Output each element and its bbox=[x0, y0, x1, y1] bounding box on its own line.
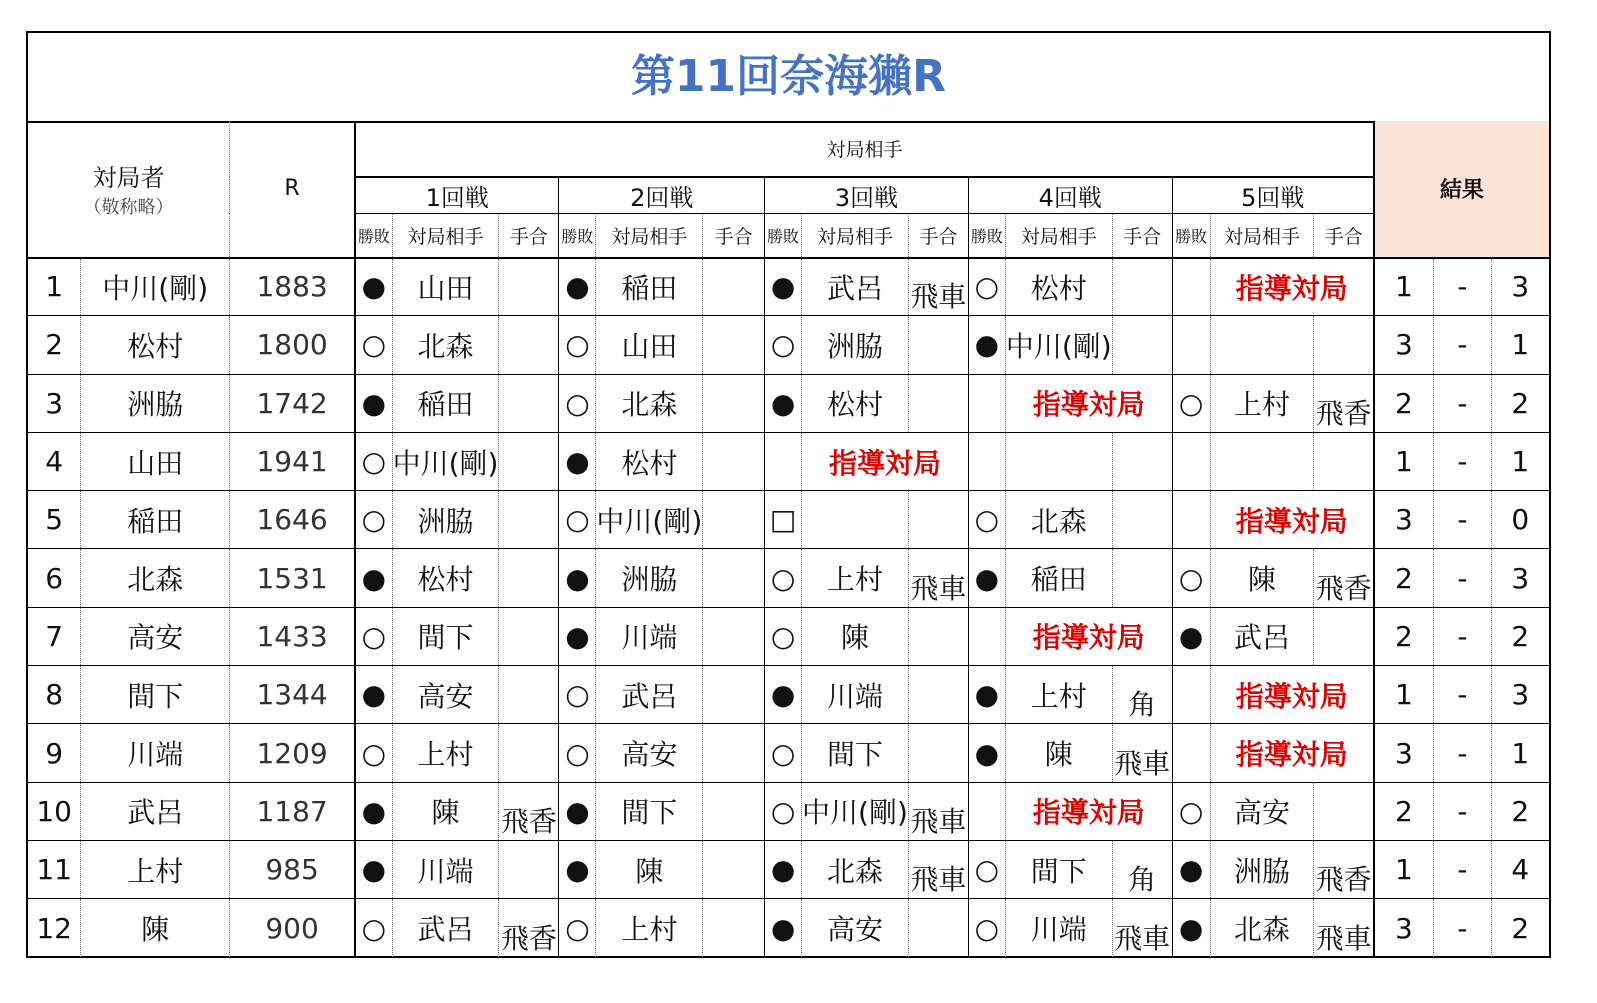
table-row bbox=[28, 724, 1549, 782]
result-wins: 2 bbox=[1374, 374, 1434, 432]
opponent-name: 上村 bbox=[392, 724, 499, 782]
opponent-name: 上村 bbox=[596, 899, 703, 957]
handicap-value bbox=[908, 899, 968, 957]
round-5-header: 5回戦 bbox=[1172, 177, 1374, 214]
handicap-value bbox=[1112, 491, 1172, 549]
handicap-value bbox=[703, 491, 765, 549]
handicap-header: 手合 bbox=[1314, 214, 1374, 258]
win-loss-mark: ● bbox=[559, 607, 596, 665]
round-2-header: 2回戦 bbox=[559, 177, 765, 214]
table-row bbox=[28, 316, 1549, 374]
opponent-name: 武呂 bbox=[596, 666, 703, 724]
teaching-game-label: 指導対局 bbox=[1210, 258, 1374, 316]
win-loss-mark: ● bbox=[355, 549, 392, 607]
result-wins: 3 bbox=[1374, 316, 1434, 374]
handicap-value bbox=[703, 607, 765, 665]
opponent-name bbox=[1005, 432, 1112, 490]
handicap-value: 角 bbox=[1112, 666, 1172, 724]
teaching-game-label: 指導対局 bbox=[1005, 782, 1172, 840]
win-loss-mark: ● bbox=[559, 258, 596, 316]
result-wins: 2 bbox=[1374, 607, 1434, 665]
player-rating: 1883 bbox=[230, 258, 356, 316]
handicap-value bbox=[1314, 432, 1374, 490]
player-sub-label: （敬称略） bbox=[83, 197, 174, 219]
result-losses: 0 bbox=[1491, 491, 1549, 549]
opponent-name: 川端 bbox=[596, 607, 703, 665]
opponent-name: 間下 bbox=[392, 607, 499, 665]
row-number: 12 bbox=[28, 899, 81, 957]
result-losses: 4 bbox=[1491, 840, 1549, 898]
handicap-value bbox=[499, 374, 559, 432]
result-separator: - bbox=[1434, 724, 1492, 782]
handicap-value: 飛車 bbox=[908, 782, 968, 840]
player-rating: 985 bbox=[230, 840, 356, 898]
row-number: 9 bbox=[28, 724, 81, 782]
opponent-name: 洲脇 bbox=[802, 316, 909, 374]
win-loss-mark: ○ bbox=[559, 899, 596, 957]
win-loss-mark bbox=[765, 432, 802, 490]
player-name: 山田 bbox=[81, 432, 230, 490]
win-loss-mark: ● bbox=[765, 374, 802, 432]
handicap-value bbox=[908, 666, 968, 724]
result-losses: 3 bbox=[1491, 549, 1549, 607]
handicap-value bbox=[499, 549, 559, 607]
win-loss-mark: ○ bbox=[765, 316, 802, 374]
results-table bbox=[28, 121, 1549, 957]
table-row bbox=[28, 840, 1549, 898]
row-number: 2 bbox=[28, 316, 81, 374]
table-row bbox=[28, 899, 1549, 957]
opponents-header: 対局相手 bbox=[355, 121, 1374, 177]
win-loss-mark: ○ bbox=[559, 316, 596, 374]
handicap-value bbox=[703, 549, 765, 607]
opponent-name: 洲脇 bbox=[392, 491, 499, 549]
result-wins: 1 bbox=[1374, 666, 1434, 724]
opponent-name: 陳 bbox=[392, 782, 499, 840]
handicap-header: 手合 bbox=[499, 214, 559, 258]
opponent-name: 武呂 bbox=[802, 258, 909, 316]
result-separator: - bbox=[1434, 432, 1492, 490]
win-loss-mark: ● bbox=[1172, 607, 1210, 665]
opponent-name: 間下 bbox=[802, 724, 909, 782]
handicap-value bbox=[1112, 316, 1172, 374]
handicap-value bbox=[703, 316, 765, 374]
player-rating: 1531 bbox=[230, 549, 356, 607]
win-loss-mark bbox=[968, 432, 1005, 490]
row-number: 8 bbox=[28, 666, 81, 724]
win-loss-mark: ○ bbox=[1172, 782, 1210, 840]
result-wins: 3 bbox=[1374, 724, 1434, 782]
handicap-value bbox=[499, 316, 559, 374]
result-wins: 2 bbox=[1374, 549, 1434, 607]
win-loss-mark: ● bbox=[968, 316, 1005, 374]
teaching-game-label: 指導対局 bbox=[1210, 724, 1374, 782]
handicap-value bbox=[703, 724, 765, 782]
player-name: 北森 bbox=[81, 549, 230, 607]
win-loss-mark: ● bbox=[765, 899, 802, 957]
result-separator: - bbox=[1434, 316, 1492, 374]
player-rating: 1344 bbox=[230, 666, 356, 724]
handicap-value: 飛香 bbox=[1314, 840, 1374, 898]
result-separator: - bbox=[1434, 899, 1492, 957]
player-rating: 900 bbox=[230, 899, 356, 957]
win-loss-mark: ● bbox=[355, 840, 392, 898]
round-3-header: 3回戦 bbox=[765, 177, 969, 214]
player-rating: 1433 bbox=[230, 607, 356, 665]
opponent-header: 対局相手 bbox=[1005, 214, 1112, 258]
win-loss-mark: ● bbox=[355, 666, 392, 724]
result-wins: 1 bbox=[1374, 432, 1434, 490]
win-loss-mark: ● bbox=[559, 840, 596, 898]
opponent-name bbox=[1210, 316, 1314, 374]
win-loss-mark bbox=[1172, 666, 1210, 724]
win-loss-mark bbox=[968, 374, 1005, 432]
handicap-value bbox=[499, 607, 559, 665]
win-loss-mark: ● bbox=[559, 432, 596, 490]
table-row bbox=[28, 549, 1549, 607]
player-name: 中川(剛) bbox=[81, 258, 230, 316]
handicap-value: 飛車 bbox=[908, 549, 968, 607]
handicap-value bbox=[703, 840, 765, 898]
handicap-value: 飛香 bbox=[499, 782, 559, 840]
handicap-value bbox=[908, 491, 968, 549]
opponent-name: 松村 bbox=[596, 432, 703, 490]
result-separator: - bbox=[1434, 840, 1492, 898]
opponent-name: 松村 bbox=[802, 374, 909, 432]
opponent-name: 中川(剛) bbox=[1005, 316, 1112, 374]
handicap-value bbox=[908, 374, 968, 432]
opponent-header: 対局相手 bbox=[596, 214, 703, 258]
handicap-value bbox=[1314, 316, 1374, 374]
win-loss-mark: ○ bbox=[355, 316, 392, 374]
win-loss-mark: ○ bbox=[968, 491, 1005, 549]
win-loss-mark: ○ bbox=[1172, 374, 1210, 432]
win-loss-header: 勝敗 bbox=[355, 214, 392, 258]
handicap-value bbox=[703, 432, 765, 490]
handicap-value bbox=[1314, 607, 1374, 665]
opponent-name: 北森 bbox=[1005, 491, 1112, 549]
opponent-name: 上村 bbox=[1005, 666, 1112, 724]
player-name: 上村 bbox=[81, 840, 230, 898]
pairing-sheet bbox=[26, 31, 1551, 958]
result-losses: 3 bbox=[1491, 258, 1549, 316]
win-loss-mark: ● bbox=[355, 782, 392, 840]
handicap-value bbox=[703, 899, 765, 957]
player-rating: 1800 bbox=[230, 316, 356, 374]
win-loss-mark: ○ bbox=[765, 607, 802, 665]
result-losses: 2 bbox=[1491, 374, 1549, 432]
row-number: 10 bbox=[28, 782, 81, 840]
opponent-name: 北森 bbox=[1210, 899, 1314, 957]
handicap-value bbox=[703, 782, 765, 840]
result-losses: 1 bbox=[1491, 724, 1549, 782]
win-loss-mark: ○ bbox=[1172, 549, 1210, 607]
opponent-name: 上村 bbox=[802, 549, 909, 607]
opponent-name: 高安 bbox=[1210, 782, 1314, 840]
opponent-name bbox=[802, 491, 909, 549]
win-loss-mark bbox=[968, 782, 1005, 840]
handicap-value bbox=[499, 840, 559, 898]
player-name: 稲田 bbox=[81, 491, 230, 549]
row-number: 6 bbox=[28, 549, 81, 607]
teaching-game-label: 指導対局 bbox=[1210, 666, 1374, 724]
win-loss-mark: ● bbox=[765, 840, 802, 898]
opponent-name: 稲田 bbox=[1005, 549, 1112, 607]
result-separator: - bbox=[1434, 374, 1492, 432]
handicap-value: 飛車 bbox=[1112, 899, 1172, 957]
opponent-name: 松村 bbox=[392, 549, 499, 607]
opponent-name: 山田 bbox=[596, 316, 703, 374]
result-separator: - bbox=[1434, 258, 1492, 316]
win-loss-mark bbox=[1172, 258, 1210, 316]
handicap-value bbox=[908, 724, 968, 782]
player-name: 川端 bbox=[81, 724, 230, 782]
row-number: 7 bbox=[28, 607, 81, 665]
player-name: 間下 bbox=[81, 666, 230, 724]
opponent-name: 武呂 bbox=[392, 899, 499, 957]
handicap-value bbox=[703, 666, 765, 724]
win-loss-mark: ● bbox=[559, 549, 596, 607]
win-loss-mark: ○ bbox=[559, 374, 596, 432]
player-label: 対局者 bbox=[92, 164, 165, 193]
win-loss-mark: ○ bbox=[765, 782, 802, 840]
opponent-name bbox=[1210, 432, 1314, 490]
handicap-value bbox=[1112, 549, 1172, 607]
player-rating: 1646 bbox=[230, 491, 356, 549]
win-loss-mark: ● bbox=[968, 724, 1005, 782]
result-header: 結果 bbox=[1374, 121, 1549, 258]
win-loss-mark: ○ bbox=[355, 724, 392, 782]
row-number: 5 bbox=[28, 491, 81, 549]
result-losses: 1 bbox=[1491, 316, 1549, 374]
opponent-name: 川端 bbox=[1005, 899, 1112, 957]
opponent-name: 北森 bbox=[596, 374, 703, 432]
opponent-name: 中川(剛) bbox=[596, 491, 703, 549]
handicap-value bbox=[499, 491, 559, 549]
win-loss-mark: ● bbox=[1172, 899, 1210, 957]
win-loss-mark: ● bbox=[355, 374, 392, 432]
result-wins: 1 bbox=[1374, 258, 1434, 316]
win-loss-mark: ○ bbox=[968, 258, 1005, 316]
handicap-value bbox=[703, 258, 765, 316]
player-name: 洲脇 bbox=[81, 374, 230, 432]
handicap-value: 飛香 bbox=[499, 899, 559, 957]
handicap-value: 飛車 bbox=[1314, 899, 1374, 957]
teaching-game-label: 指導対局 bbox=[802, 432, 969, 490]
result-wins: 2 bbox=[1374, 782, 1434, 840]
player-name: 武呂 bbox=[81, 782, 230, 840]
handicap-value bbox=[499, 724, 559, 782]
opponent-name: 間下 bbox=[596, 782, 703, 840]
handicap-value: 飛香 bbox=[1314, 549, 1374, 607]
result-losses: 3 bbox=[1491, 666, 1549, 724]
win-loss-mark bbox=[1172, 724, 1210, 782]
win-loss-mark: ○ bbox=[559, 666, 596, 724]
win-loss-mark bbox=[1172, 432, 1210, 490]
opponent-name: 稲田 bbox=[392, 374, 499, 432]
handicap-value: 飛車 bbox=[908, 258, 968, 316]
rating-header: R bbox=[230, 121, 356, 258]
table-row bbox=[28, 432, 1549, 490]
result-losses: 2 bbox=[1491, 782, 1549, 840]
handicap-header: 手合 bbox=[908, 214, 968, 258]
opponent-name: 武呂 bbox=[1210, 607, 1314, 665]
opponent-name: 川端 bbox=[802, 666, 909, 724]
win-loss-mark: ○ bbox=[765, 549, 802, 607]
win-loss-mark: ○ bbox=[355, 432, 392, 490]
win-loss-mark bbox=[1172, 316, 1210, 374]
round-4-header: 4回戦 bbox=[968, 177, 1172, 214]
result-separator: - bbox=[1434, 549, 1492, 607]
player-header bbox=[28, 121, 230, 258]
opponent-name: 間下 bbox=[1005, 840, 1112, 898]
win-loss-mark: ○ bbox=[765, 724, 802, 782]
opponent-name: 山田 bbox=[392, 258, 499, 316]
row-number: 1 bbox=[28, 258, 81, 316]
win-loss-mark: ○ bbox=[559, 491, 596, 549]
table-row bbox=[28, 666, 1549, 724]
result-wins: 3 bbox=[1374, 491, 1434, 549]
win-loss-mark bbox=[1172, 491, 1210, 549]
sheet-title: 第11回奈海獺R bbox=[28, 33, 1549, 123]
result-wins: 3 bbox=[1374, 899, 1434, 957]
win-loss-header: 勝敗 bbox=[1172, 214, 1210, 258]
win-loss-mark bbox=[968, 607, 1005, 665]
handicap-value: 飛香 bbox=[1314, 374, 1374, 432]
win-loss-mark: □ bbox=[765, 491, 802, 549]
opponent-name: 陳 bbox=[802, 607, 909, 665]
teaching-game-label: 指導対局 bbox=[1005, 607, 1172, 665]
win-loss-mark: ○ bbox=[355, 491, 392, 549]
win-loss-mark: ○ bbox=[968, 840, 1005, 898]
row-number: 11 bbox=[28, 840, 81, 898]
result-losses: 2 bbox=[1491, 607, 1549, 665]
handicap-value bbox=[908, 607, 968, 665]
opponent-name: 高安 bbox=[392, 666, 499, 724]
table-row bbox=[28, 258, 1549, 316]
teaching-game-label: 指導対局 bbox=[1210, 491, 1374, 549]
handicap-value bbox=[1112, 258, 1172, 316]
result-separator: - bbox=[1434, 607, 1492, 665]
opponent-header: 対局相手 bbox=[802, 214, 909, 258]
win-loss-header: 勝敗 bbox=[559, 214, 596, 258]
opponent-name: 上村 bbox=[1210, 374, 1314, 432]
opponent-name: 中川(剛) bbox=[392, 432, 499, 490]
table-row bbox=[28, 491, 1549, 549]
handicap-value bbox=[499, 666, 559, 724]
player-name: 松村 bbox=[81, 316, 230, 374]
handicap-value bbox=[1314, 782, 1374, 840]
table-row bbox=[28, 607, 1549, 665]
opponent-name: 陳 bbox=[1210, 549, 1314, 607]
win-loss-mark: ● bbox=[765, 258, 802, 316]
table-body bbox=[28, 258, 1549, 958]
win-loss-mark: ● bbox=[968, 549, 1005, 607]
handicap-value bbox=[908, 316, 968, 374]
opponent-name: 松村 bbox=[1005, 258, 1112, 316]
result-separator: - bbox=[1434, 491, 1492, 549]
handicap-value bbox=[499, 258, 559, 316]
row-number: 3 bbox=[28, 374, 81, 432]
opponent-name: 北森 bbox=[392, 316, 499, 374]
win-loss-header: 勝敗 bbox=[968, 214, 1005, 258]
result-wins: 1 bbox=[1374, 840, 1434, 898]
opponent-name: 稲田 bbox=[596, 258, 703, 316]
opponent-header: 対局相手 bbox=[392, 214, 499, 258]
opponent-name: 北森 bbox=[802, 840, 909, 898]
win-loss-mark: ○ bbox=[355, 899, 392, 957]
teaching-game-label: 指導対局 bbox=[1005, 374, 1172, 432]
opponent-name: 高安 bbox=[596, 724, 703, 782]
handicap-value bbox=[703, 374, 765, 432]
handicap-header: 手合 bbox=[703, 214, 765, 258]
player-rating: 1209 bbox=[230, 724, 356, 782]
opponent-name: 洲脇 bbox=[1210, 840, 1314, 898]
opponent-header: 対局相手 bbox=[1210, 214, 1314, 258]
result-losses: 1 bbox=[1491, 432, 1549, 490]
win-loss-mark: ○ bbox=[968, 899, 1005, 957]
player-rating: 1187 bbox=[230, 782, 356, 840]
handicap-value: 角 bbox=[1112, 840, 1172, 898]
handicap-value bbox=[499, 432, 559, 490]
opponent-name: 高安 bbox=[802, 899, 909, 957]
win-loss-mark: ○ bbox=[355, 607, 392, 665]
player-rating: 1742 bbox=[230, 374, 356, 432]
opponent-name: 陳 bbox=[596, 840, 703, 898]
win-loss-header: 勝敗 bbox=[765, 214, 802, 258]
win-loss-mark: ● bbox=[1172, 840, 1210, 898]
player-name: 高安 bbox=[81, 607, 230, 665]
handicap-value: 飛車 bbox=[1112, 724, 1172, 782]
table-row bbox=[28, 782, 1549, 840]
table-row bbox=[28, 374, 1549, 432]
result-separator: - bbox=[1434, 666, 1492, 724]
win-loss-mark: ● bbox=[765, 666, 802, 724]
win-loss-mark: ● bbox=[968, 666, 1005, 724]
player-rating: 1941 bbox=[230, 432, 356, 490]
result-separator: - bbox=[1434, 782, 1492, 840]
opponent-name: 中川(剛) bbox=[802, 782, 909, 840]
win-loss-mark: ● bbox=[355, 258, 392, 316]
handicap-header: 手合 bbox=[1112, 214, 1172, 258]
win-loss-mark: ● bbox=[559, 782, 596, 840]
opponent-name: 陳 bbox=[1005, 724, 1112, 782]
row-number: 4 bbox=[28, 432, 81, 490]
handicap-value: 飛車 bbox=[908, 840, 968, 898]
win-loss-mark: ○ bbox=[559, 724, 596, 782]
opponent-name: 川端 bbox=[392, 840, 499, 898]
player-name: 陳 bbox=[81, 899, 230, 957]
opponent-name: 洲脇 bbox=[596, 549, 703, 607]
handicap-value bbox=[1112, 432, 1172, 490]
round-1-header: 1回戦 bbox=[355, 177, 559, 214]
result-losses: 2 bbox=[1511, 911, 1530, 945]
